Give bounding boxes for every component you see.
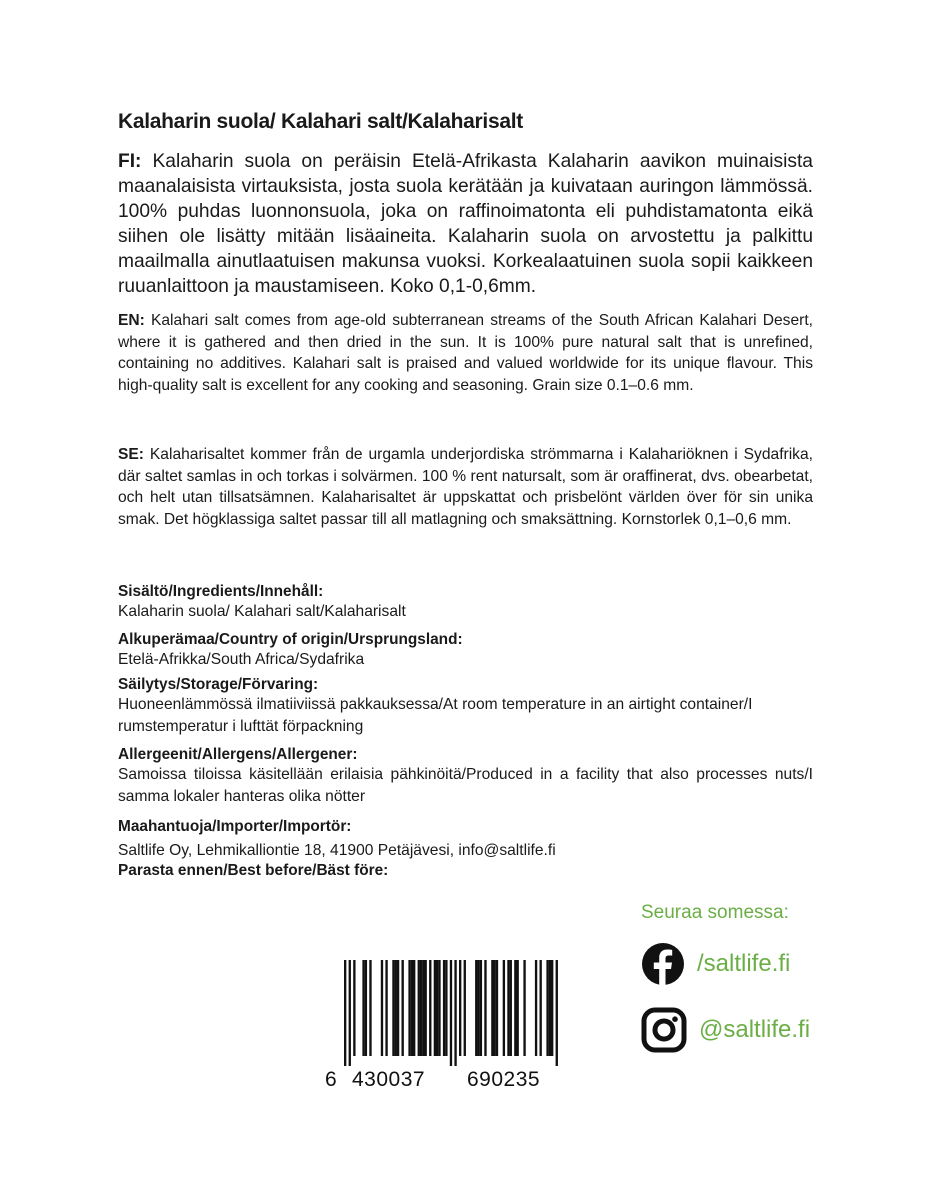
allergens-heading: Allergeenit/Allergens/Allergener:	[118, 746, 358, 763]
barcode-bar	[411, 960, 413, 1056]
barcode-bar	[445, 960, 447, 1056]
description-en	[118, 310, 813, 397]
barcode	[324, 960, 560, 1066]
origin-value: Etelä-Afrikka/South Africa/Sydafrika	[118, 651, 365, 668]
barcode-guard-bar	[349, 960, 351, 1066]
barcode-bar	[418, 960, 420, 1056]
description-en-text: Kalahari salt comes from age-old subterranean streams of the South African Kalahari Desert, where it is gathered and then dried in the sun. It is 100% pure natural salt that is unrefined, containing no additives. Kalahari salt is praised and valued worldwide for its unique flavour. This high-quality salt is excellent for any cooking and seasoning. Grain size 0.1–0.6 mm.	[118, 312, 813, 395]
barcode-bar	[464, 960, 466, 1056]
barcode-bar	[402, 960, 404, 1056]
barcode-bar	[535, 960, 537, 1056]
barcode-guard-bar	[454, 960, 456, 1066]
importer-value: Saltlife Oy, Lehmikalliontie 18, 41900 Petäjävesi, info@saltlife.fi	[118, 842, 556, 859]
barcode-bar	[395, 960, 397, 1056]
description-fi	[118, 149, 813, 299]
barcode-bar	[413, 960, 415, 1056]
instagram-handle: @saltlife.fi	[699, 1016, 811, 1043]
best-before-heading: Parasta ennen/Best before/Bäst före:	[118, 862, 389, 879]
barcode-bar	[362, 960, 364, 1056]
barcode-bar	[507, 960, 509, 1056]
barcode-bar	[408, 960, 410, 1056]
barcode-bar	[353, 960, 355, 1056]
description-se-text: Kalaharisaltet kommer från de urgamla underjordiska strömmarna i Kalahariöknen i Sydafrika, där saltet samlas in och torkas i solvärmen. 100 % rent natursalt, som är oraffinerat, dvs. obearbetat, och helt utan tillsatsämnen. Kalaharisaltet är uppskattat och prisbelönt världen över för sin unika smak. Det högklassiga saltet passar till all matlagning och smaksättning. Kornstorlek 0,1–0,6 mm.	[118, 446, 813, 529]
instagram-link[interactable]	[641, 1007, 810, 1053]
importer-heading: Maahantuoja/Importer/Importör:	[118, 818, 352, 835]
barcode-bar	[475, 960, 477, 1056]
barcode-right-digits: 690235	[467, 1068, 541, 1091]
barcode-bar	[477, 960, 479, 1056]
barcode-bar	[503, 960, 505, 1056]
allergens-section	[118, 746, 818, 807]
barcode-bar	[459, 960, 461, 1056]
barcode-bar	[397, 960, 399, 1056]
lang-label-se: SE:	[118, 446, 144, 463]
barcode-bar	[365, 960, 367, 1056]
facebook-handle: /saltlife.fi	[697, 950, 791, 977]
barcode-bar	[551, 960, 553, 1056]
lang-label-en: EN:	[118, 312, 145, 329]
storage-section	[118, 676, 818, 737]
barcode-bar	[496, 960, 498, 1056]
barcode-bar	[480, 960, 482, 1056]
instagram-icon	[641, 1007, 687, 1053]
barcode-bar	[484, 960, 486, 1056]
barcode-bar	[549, 960, 551, 1056]
barcode-bar	[420, 960, 422, 1056]
barcode-bar	[425, 960, 427, 1056]
barcode-bar	[546, 960, 548, 1056]
barcode-bar	[523, 960, 525, 1056]
description-se	[118, 444, 813, 531]
barcode-bar	[385, 960, 387, 1056]
barcode-bar	[438, 960, 440, 1056]
allergens-value: Samoissa tiloissa käsitellään erilaisia pähkinöitä/Produced in a facility that also processes nuts/I samma lokaler hanteras olika nötter	[118, 766, 813, 805]
origin-heading: Alkuperämaa/Country of origin/Ursprungsland:	[118, 631, 463, 648]
barcode-first-digit: 6	[325, 1068, 338, 1091]
barcode-bar	[443, 960, 445, 1056]
importer-section	[118, 818, 818, 862]
barcode-bar	[540, 960, 542, 1056]
product-title: Kalaharin suola/ Kalahari salt/Kalaharisalt	[118, 110, 523, 133]
barcode-left-digits: 430037	[352, 1068, 426, 1091]
description-fi-text: Kalaharin suola on peräisin Etelä-Afrikasta Kalaharin aavikon muinaisista maanalaisista virtauksista, josta suola kerätään ja kuivataan auringon lämmössä. 100% puhdas luonnonsuola, joka on raffinoimatonta eli puhdistamatonta eikä siihen ole lisätty mitään lisäaineita. Kalaharin suola on arvostettu ja palkittu maailmalla ainutlaatuisen makunsa vuoksi. Korkealaatuinen suola sopii kaikkeen ruuanlaittoon ja maustamiseen. Koko 0,1-0,6mm.	[118, 151, 813, 297]
barcode-bar	[381, 960, 383, 1056]
storage-value: Huoneenlämmössä ilmatiiviissä pakkauksessa/At room temperature in an airtight container/I rumstemperatur i lufttät förpackning	[118, 696, 753, 735]
barcode-bar	[422, 960, 424, 1056]
ingredients-section	[118, 583, 818, 623]
barcode-bar	[491, 960, 493, 1056]
barcode-bar	[436, 960, 438, 1056]
facebook-icon	[641, 942, 685, 986]
lang-label-fi: FI:	[118, 151, 142, 172]
barcode-guard-bar	[450, 960, 452, 1066]
best-before-section	[118, 862, 818, 880]
ingredients-heading: Sisältö/Ingredients/Innehåll:	[118, 583, 324, 600]
origin-section	[118, 631, 818, 671]
facebook-link[interactable]	[641, 942, 790, 986]
barcode-bar	[514, 960, 516, 1056]
ingredients-value: Kalaharin suola/ Kalahari salt/Kalaharisalt	[118, 603, 406, 620]
barcode-guard-bar	[344, 960, 346, 1066]
barcode-bar	[517, 960, 519, 1056]
barcode-guard-bar	[556, 960, 558, 1066]
barcode-bar	[392, 960, 394, 1056]
barcode-bar	[494, 960, 496, 1056]
barcode-bar	[369, 960, 371, 1056]
barcode-bar	[510, 960, 512, 1056]
follow-label: Seuraa somessa:	[641, 902, 789, 923]
storage-heading: Säilytys/Storage/Förvaring:	[118, 676, 319, 693]
barcode-bar	[429, 960, 431, 1056]
barcode-bar	[434, 960, 436, 1056]
